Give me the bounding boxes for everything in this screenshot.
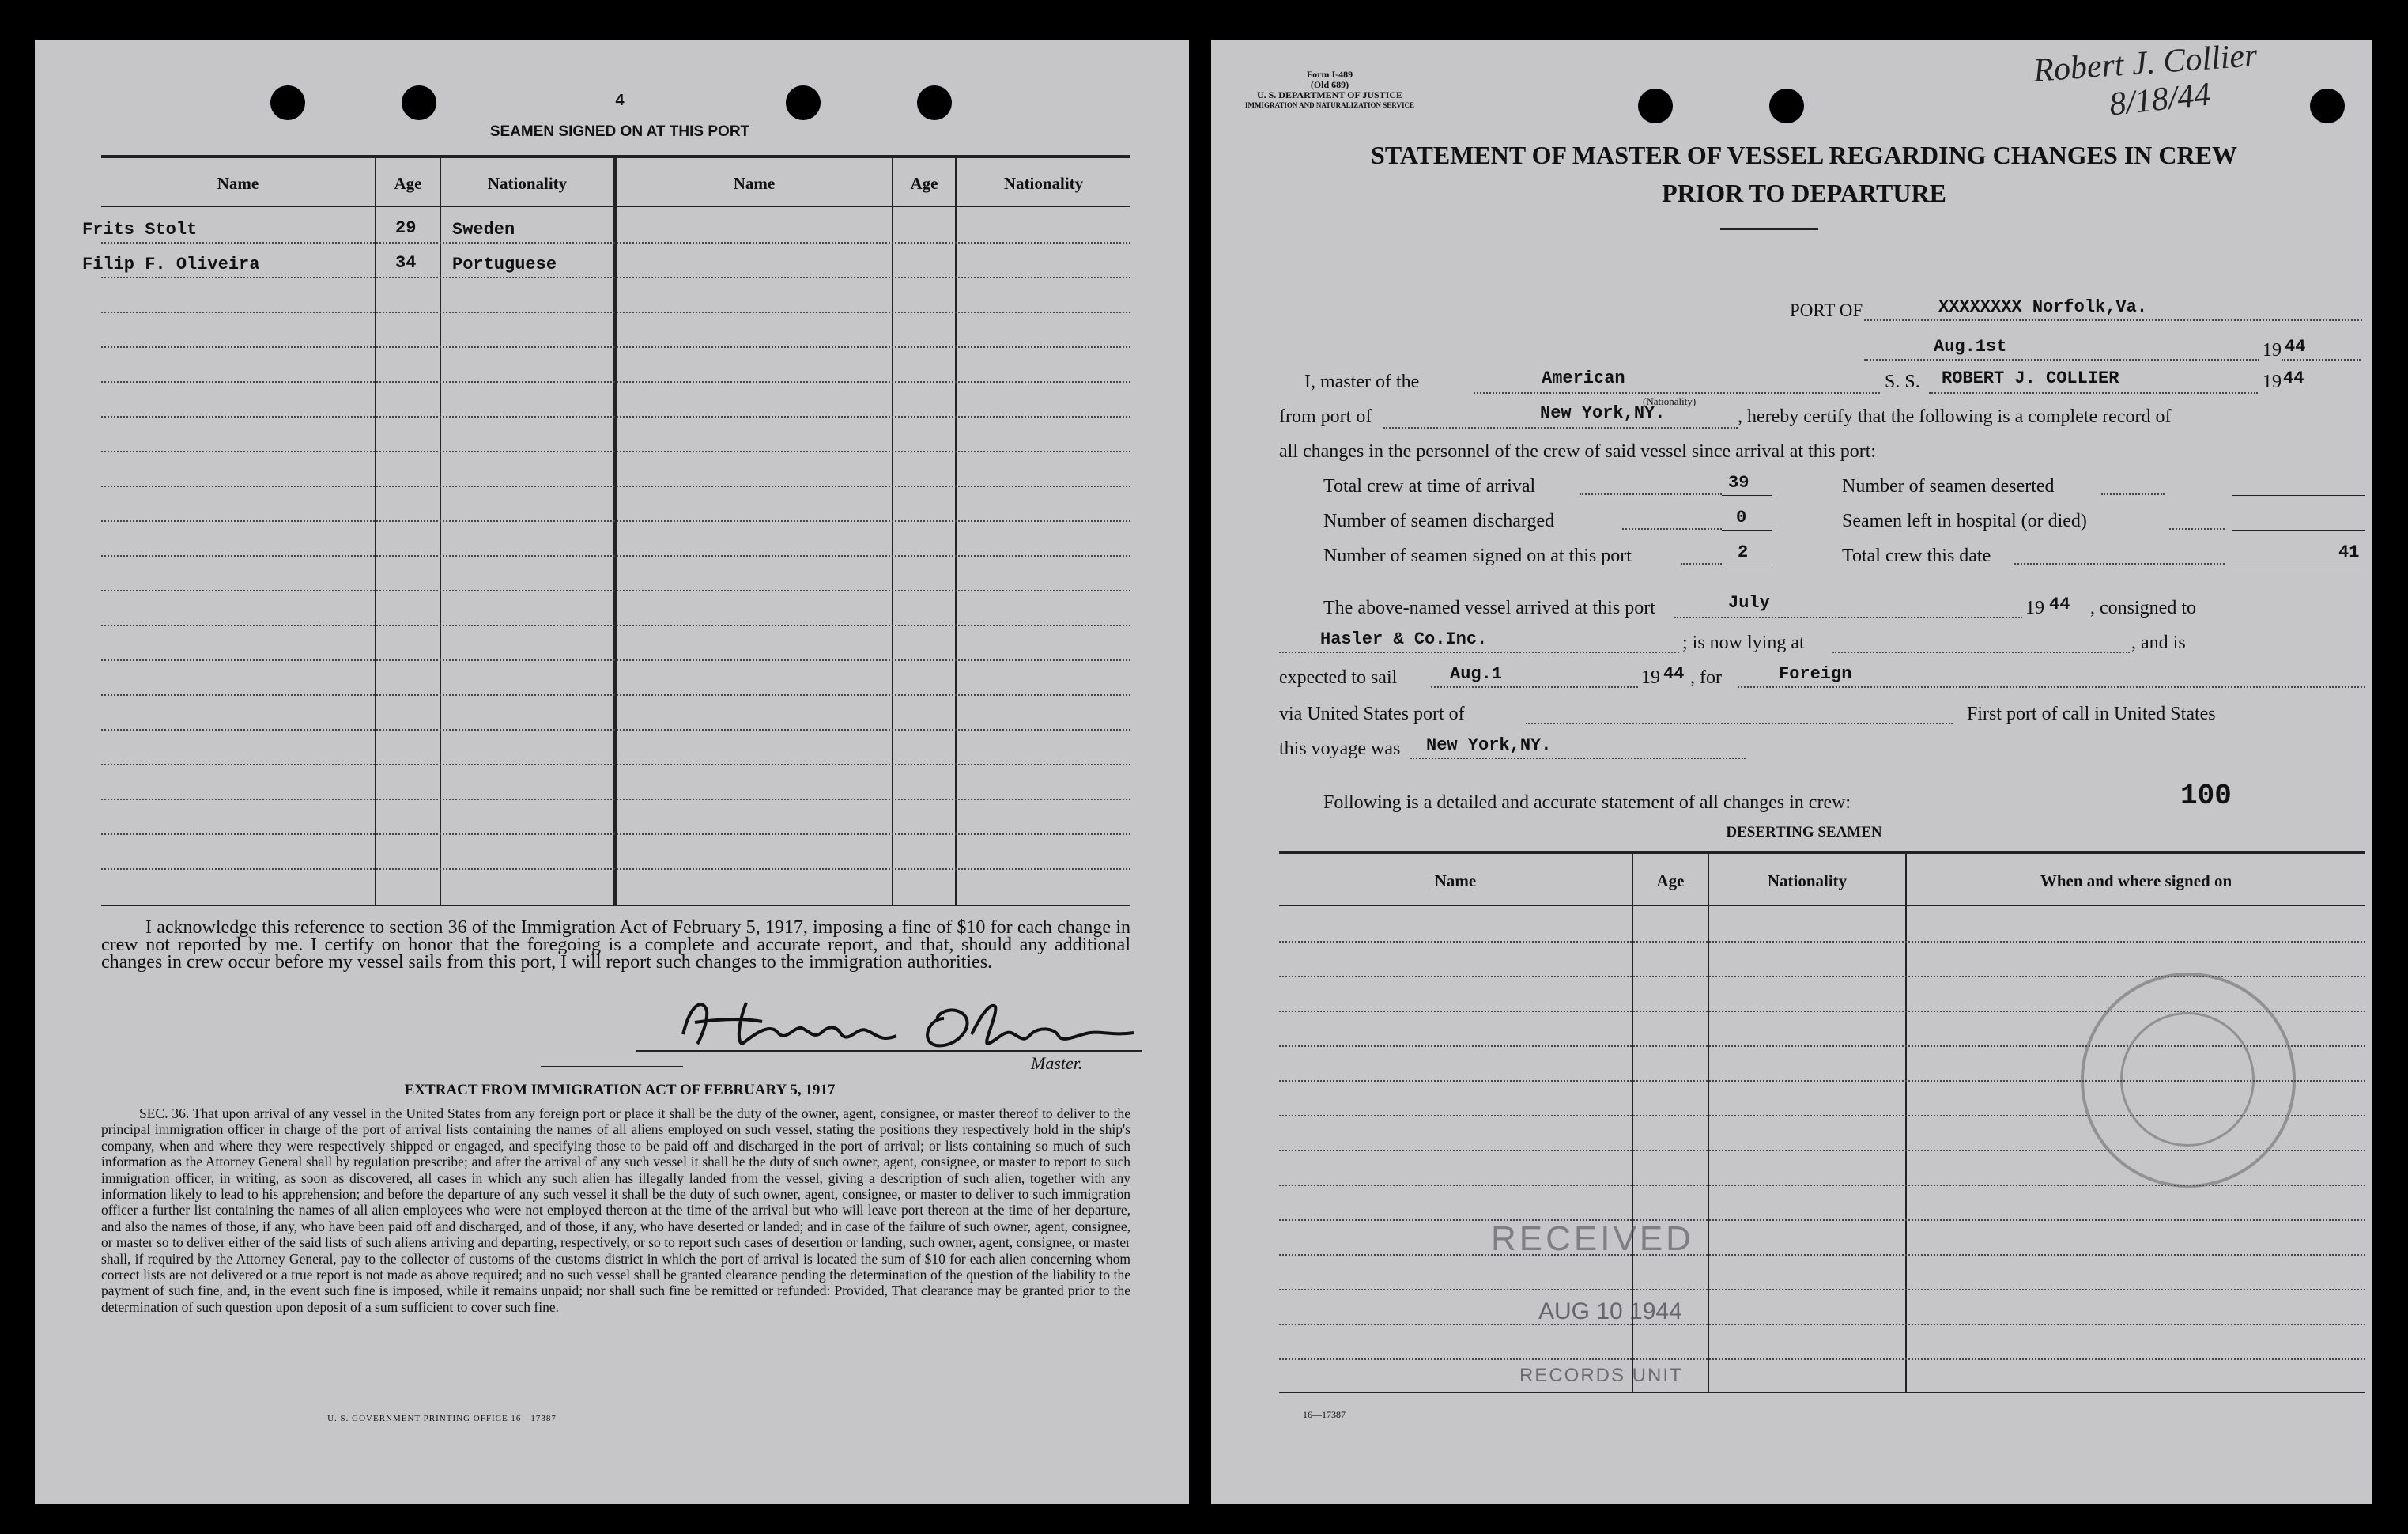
table-row-nationality: Portuguese (452, 255, 557, 274)
records-unit-stamp: RECORDS UNIT (1519, 1365, 1683, 1386)
form-old-number: (Old 689) (1310, 79, 1349, 90)
voyage-value: New York,NY. (1426, 735, 1552, 755)
and-is-text: , and is (2131, 633, 2186, 653)
port-label: PORT OF (1790, 300, 1863, 320)
date-value: Aug.1st (1934, 337, 2007, 357)
row-rule (101, 799, 1130, 800)
following-text: Following is a detailed and accurate statement of all changes in crew: (1323, 792, 1851, 813)
form-title-line2: PRIOR TO DEPARTURE (1662, 179, 1946, 207)
year-field-line (2282, 359, 2361, 361)
master-signature (659, 987, 1149, 1058)
ss-label: S. S. (1885, 372, 1920, 392)
form-code: 16—17387 (1303, 1409, 1346, 1420)
extract-title: EXTRACT FROM IMMIGRATION ACT OF FEBRUARY 5, 1917 (404, 1082, 836, 1098)
arrived-value: July (1728, 593, 1770, 613)
lying-at-field-line (1832, 652, 2130, 653)
master-of-label: I, master of the (1304, 372, 1420, 392)
voyage-text: this voyage was (1279, 739, 1401, 759)
nationality-caption: (Nationality) (1643, 395, 1697, 407)
value-line (1722, 495, 1772, 496)
row-rule (101, 764, 1130, 765)
desert-col-signed-on: When and where signed on (2040, 871, 2232, 890)
consignee-field-line (1279, 652, 1679, 653)
value-line (2232, 530, 2365, 531)
title-underline (1720, 228, 1818, 230)
column-divider (892, 158, 893, 905)
section-title: SEAMEN SIGNED ON AT THIS PORT (489, 123, 750, 140)
postmark-inner-ring (2120, 1012, 2255, 1147)
sail-date-field-line (1431, 686, 1638, 688)
port-value: XXXXXXXX Norfolk,Va. (1938, 297, 2148, 317)
lying-at-text: ; is now lying at (1682, 633, 1805, 653)
discharged-value: 0 (1736, 508, 1747, 527)
row-rule (101, 451, 1130, 452)
column-header-age: Age (394, 174, 422, 193)
table-bottom-rule (101, 905, 1130, 906)
arrival-year-prefix: 19 (2025, 598, 2044, 618)
value-line (1722, 530, 1772, 531)
desert-col-name: Name (1434, 871, 1477, 890)
received-stamp: RECEIVED (1491, 1219, 1694, 1258)
date-field-line (1864, 359, 2259, 361)
row-rule (101, 242, 1130, 244)
row-rule (101, 486, 1130, 487)
row-rule (101, 833, 1130, 835)
year-value-2: 44 (2283, 368, 2304, 388)
row-rule (101, 520, 1130, 522)
row-rule (1279, 1289, 2365, 1290)
punch-hole (1638, 89, 1673, 123)
row-rule (101, 694, 1130, 696)
table-row-age: 34 (395, 253, 417, 273)
form-header (1243, 70, 1417, 111)
section-divider (541, 1066, 683, 1067)
total-crew-arrival-label: Total crew at time of arrival (1323, 476, 1536, 497)
deserted-label: Number of seamen deserted (1842, 476, 2055, 497)
all-changes-text: all changes in the personnel of the crew of said vessel since arrival at this port: (1279, 441, 1877, 462)
expected-sail-text: expected to sail (1279, 667, 1398, 688)
column-header-name: Name (217, 174, 259, 193)
table-row-name: Filip F. Oliveira (82, 255, 260, 274)
page-number: 4 (615, 92, 625, 109)
punch-hole (1769, 89, 1804, 123)
handwritten-vessel-note: Robert J. Collier (2032, 37, 2259, 89)
handwritten-date-note: 8/18/44 (2107, 76, 2213, 123)
printer-line: U. S. GOVERNMENT PRINTING OFFICE 16—17387 (327, 1414, 557, 1423)
column-divider (955, 158, 957, 905)
row-rule (1279, 941, 2365, 943)
total-crew-arrival-value: 39 (1728, 473, 1749, 493)
column-divider (1708, 854, 1709, 1392)
master-label: Master. (1031, 1053, 1083, 1073)
row-rule (101, 729, 1130, 731)
from-port-field-line (1383, 427, 1738, 429)
signed-on-label: Number of seamen signed on at this port (1323, 546, 1632, 566)
total-crew-date-label: Total crew this date (1842, 546, 1991, 566)
destination-field-line (1738, 686, 2365, 688)
first-port-text: First port of call in United States (1967, 704, 2216, 724)
row-rule (101, 416, 1130, 418)
row-rule (101, 590, 1130, 591)
row-rule (101, 625, 1130, 626)
row-rule (1279, 1324, 2365, 1325)
from-port-label: from port of (1279, 406, 1372, 427)
row-rule (101, 312, 1130, 313)
desert-col-nationality: Nationality (1767, 871, 1848, 890)
via-port-field-line (1526, 723, 1953, 724)
sail-date-value: Aug.1 (1450, 664, 1503, 684)
from-port-value: New York,NY. (1540, 403, 1666, 423)
signed-on-value: 2 (1738, 542, 1749, 562)
leader-dots (1580, 493, 1722, 495)
sail-year: 44 (1663, 664, 1685, 684)
desert-table-bottom (1279, 1392, 2365, 1393)
row-rule (101, 868, 1130, 870)
form-title-line1: STATEMENT OF MASTER OF VESSEL REGARDING CHANGES IN CREW (1371, 141, 2237, 169)
column-header-age-2: Age (910, 174, 938, 193)
extract-text: SEC. 36. That upon arrival of any vessel in the United States from any foreign port or place it shall be the duty of the owner, agent, consignee, or master thereof to deliver to the principal immigration officer in charge of the port of arrival lists containing the names of all aliens employed on such vessel, stating the positions they respectively hold in the ship's company, when and where they were respectively shipped or engaged, and specifying those to be paid off and discharged in the port of arrival; or lists containing so much of such information as the Attorney General shall by regulation prescribe; and after the arrival of any such vessel it shall be the duty of such owner, agent, consignee, or master to report to such immigration officer, in writing, as soon as discovered, all cases in which any such alien has illegally landed from the vessel, giving a description of such alien, together with any information likely to lead to his apprehension; and before the departure of any such vessel it shall be the duty of such owner, agent, consignee, or master to deliver to such immigration officer a further list containing the names of all alien employees who were not employed thereon at the time of the arrival but who will leave port thereon at the time of her departure, and also the names of those, if any, who have been paid off and discharged, and of those, if any, who have deserted or landed; and in case of the failure of such owner, agent, consignee, or master so to deliver either of the said lists of such aliens arriving and departing, respectively, or so to report such cases of desertion or landing, such owner, agent, consignee, or master shall, if required by the Attorney General, pay to the collector of customs of the customs district in which the port of arrival is located the sum of $10 for each alien concerning whom correct lists are not delivered or a true report is not made as above required; and no such vessel shall be granted clearance pending the determination of the question of the liability to the payment of such fine, and, in the event such fine is imposed, while it remains unpaid; nor shall such fine be remitted or refunded: Provided, That clearance may be granted prior to the determination of such question upon deposit of a sum sufficient to cover such fine. (101, 1105, 1130, 1315)
service-name: IMMIGRATION AND NATURALIZATION SERVICE (1245, 101, 1414, 109)
nationality-value: American (1542, 368, 1625, 388)
row-rule (1279, 1219, 2365, 1221)
leader-dots (2014, 563, 2225, 565)
column-header-name-2: Name (733, 174, 776, 193)
department-name: U. S. DEPARTMENT OF JUSTICE (1256, 89, 1403, 100)
desert-table-header-rule (1279, 905, 2365, 906)
leader-dots (1622, 528, 1722, 530)
leader-dots (1681, 563, 1722, 565)
leader-dots (2101, 493, 2165, 495)
table-row-age: 29 (395, 218, 417, 238)
column-divider (375, 158, 376, 905)
port-field-line (1864, 319, 2362, 321)
for-text: , for (1690, 667, 1722, 688)
column-divider (440, 158, 441, 905)
sail-year-prefix: 19 (1641, 667, 1660, 688)
deserting-title: DESERTING SEAMEN (1726, 824, 1882, 841)
row-rule (101, 346, 1130, 348)
punch-hole (2310, 89, 2345, 123)
discharged-label: Number of seamen discharged (1323, 511, 1555, 531)
arrived-text: The above-named vessel arrived at this port (1323, 598, 1655, 618)
via-port-text: via United States port of (1279, 704, 1465, 724)
number-stamp: 100 (2180, 780, 2232, 812)
consigned-to-text: , consigned to (2090, 598, 2196, 618)
date-year-prefix: 19 (2263, 340, 2282, 361)
voyage-field-line (1410, 758, 1746, 759)
column-divider (1905, 854, 1907, 1392)
value-line (2232, 495, 2365, 496)
desert-col-age: Age (1656, 871, 1685, 890)
destination-value: Foreign (1779, 664, 1852, 684)
received-date-stamp: AUG 10 1944 (1538, 1298, 1682, 1324)
desert-table-top (1279, 851, 2365, 854)
leader-dots (2169, 528, 2225, 530)
row-rule (101, 555, 1130, 557)
row-rule (1279, 1254, 2365, 1256)
total-crew-date-value: 41 (2338, 542, 2360, 562)
table-row-name: Frits Stolt (82, 220, 198, 240)
row-rule (101, 659, 1130, 661)
vessel-field-line (1929, 392, 2258, 394)
row-rule (101, 381, 1130, 383)
signature-line (636, 1050, 1142, 1052)
right-page (1211, 37, 2372, 1504)
form-number: Form I-489 (1306, 69, 1353, 80)
consignee-value: Hasler & Co.Inc. (1320, 629, 1488, 649)
arrival-year: 44 (2049, 595, 2070, 614)
year-prefix-2: 19 (2263, 372, 2282, 392)
table-row-nationality: Sweden (452, 220, 515, 240)
hospital-label: Seamen left in hospital (or died) (1842, 511, 2087, 531)
vessel-name: ROBERT J. COLLIER (1942, 368, 2119, 388)
column-divider (613, 158, 617, 905)
column-header-nationality: Nationality (487, 174, 568, 193)
row-rule (1279, 1358, 2365, 1360)
left-page (35, 40, 1189, 1504)
row-rule (101, 277, 1130, 278)
date-year: 44 (2285, 337, 2306, 357)
arrival-field-line (1674, 617, 2022, 618)
column-header-nationality-2: Nationality (1003, 174, 1084, 193)
certify-text: , hereby certify that the following is a complete record of (1738, 406, 2172, 427)
nationality-field-line (1474, 392, 1880, 394)
acknowledgment-text: I acknowledge this reference to section 36 of the Immigration Act of February 5, 1917, imposing a fine of $10 for each change in crew not reported by me. I certify on honor that the foregoing is a complete and accurate report, and that, should any additional changes in crew occur before my vessel sails from this port, I will report such changes to the immigration authorities. (101, 917, 1130, 973)
